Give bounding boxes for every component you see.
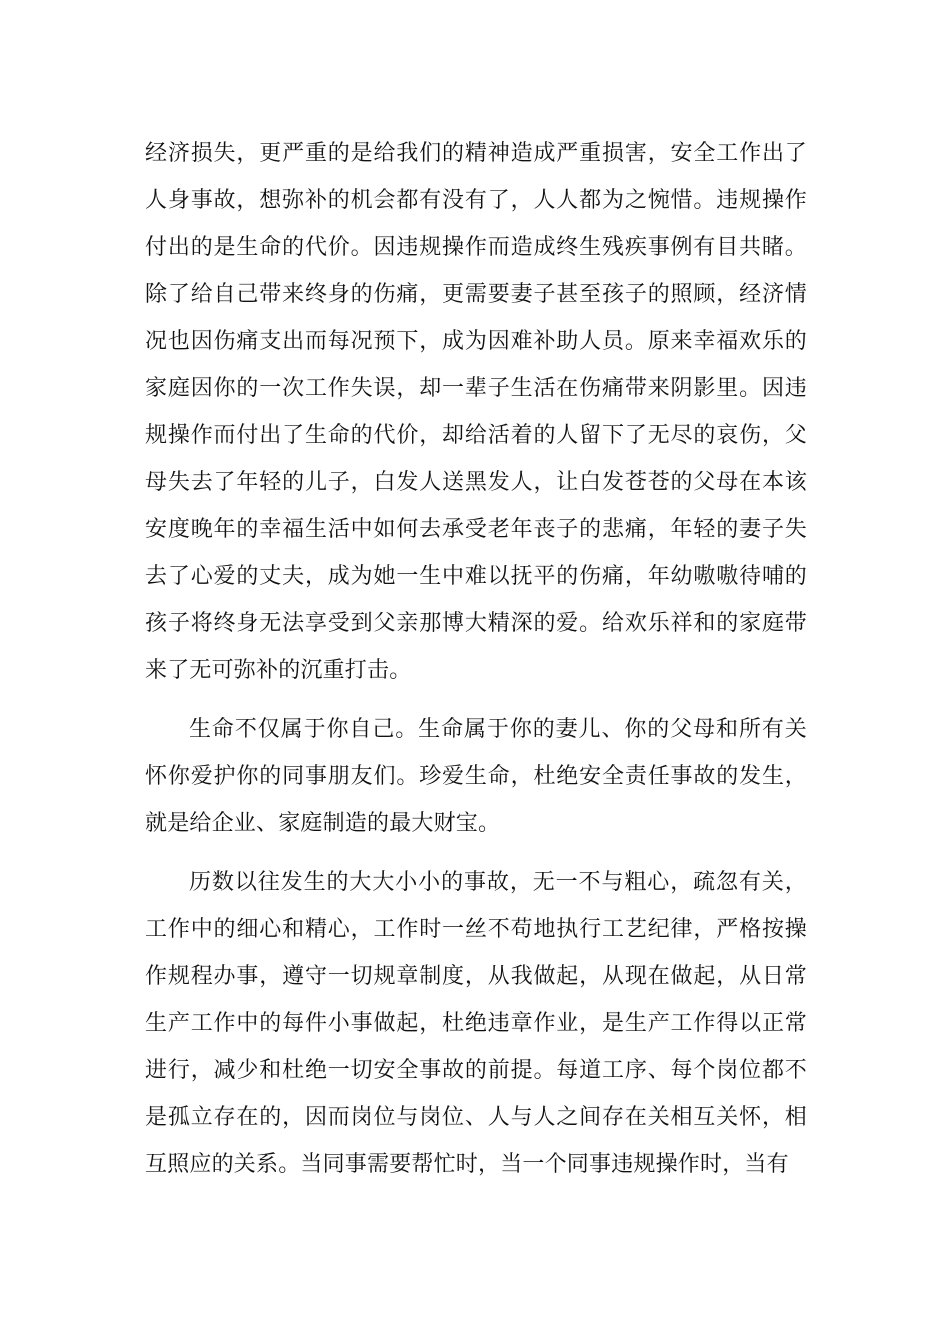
paragraph-1: 经济损失，更严重的是给我们的精神造成严重损害，安全工作出了人身事故，想弥补的机会都有没有了，人人都为之惋惜。违规操作付出的是生命的代价。因违规操作而造成终生残疾事例有目共睹。除了给自己带来终身的伤痛，更需要妻子甚至孩子的照顾，经济情况也因伤痛支出而每况预下，成为因难补助人员。原来幸福欢乐的家庭因你的一次工作失误，却一辈子生活在伤痛带来阴影里。因违规操作而付出了生命的代价，却给活着的人留下了无尽的哀伤，父母失去了年轻的儿子，白发人送黑发人，让白发苍苍的父母在本该安度晚年的幸福生活中如何去承受老年丧子的悲痛，年轻的妻子失去了心爱的丈夫，成为她一生中难以抚平的伤痛，年幼嗷嗷待哺的孩子将终身无法享受到父亲那博大精深的爱。给欢乐祥和的家庭带来了无可弥补的沉重打击。 [145, 141, 807, 683]
paragraph-2: 生命不仅属于你自己。生命属于你的妻儿、你的父母和所有关怀你爱护你的同事朋友们。珍爱生命，杜绝安全责任事故的发生，就是给企业、家庭制造的最大财宝。 [145, 717, 807, 836]
paragraph-3: 历数以往发生的大大小小的事故，无一不与粗心，疏忽有关，工作中的细心和精心，工作时一丝不苟地执行工艺纪律，严格按操作规程办事，遵守一切规章制度，从我做起，从现在做起，从日常生产工作中的每件小事做起，杜绝违章作业，是生产工作得以正常进行，减少和杜绝一切安全事故的前提。每道工序、每个岗位都不是孤立存在的，因而岗位与岗位、人与人之间存在关相互关怀，相互照应的关系。当同事需要帮忙时，当一个同事违规操作时，当有 [145, 870, 807, 1177]
body-text [145, 130, 807, 1188]
